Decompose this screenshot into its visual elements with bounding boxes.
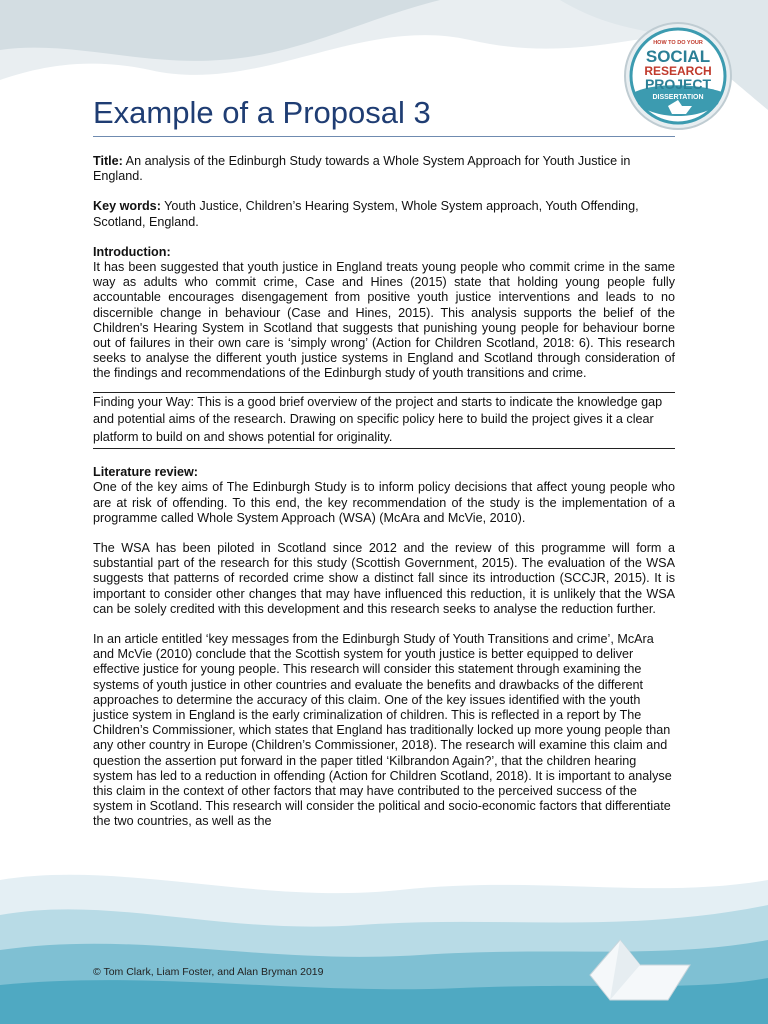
logo-line-1: HOW TO DO YOUR [653,40,703,46]
literature-heading: Literature review: [93,465,198,480]
title-divider [93,136,675,137]
title-text: An analysis of the Edinburgh Study towards a Whole System Approach for Youth Justice in England. [93,154,631,184]
title-paragraph [93,154,675,184]
literature-paragraph-2: The WSA has been piloted in Scotland since 2012 and the review of this programme will form a substantial part of the research for this study (Scottish Government, 2015). The evaluation of the WSA suggests that patterns of recorded crime show a distinct fall since its introduction (SCCJR, 2015). It is important to consider other changes that may have influenced this reduction, it is unlikely that the WSA can be solely credited with this development and this research seeks to analyse the reduction further. [93,540,675,616]
page-title: Example of a Proposal 3 [93,95,431,130]
logo-line-4: PROJECT [644,76,712,92]
keywords-paragraph [93,199,675,229]
keywords-label: Key words: [93,199,161,214]
copyright-footer: © Tom Clark, Liam Foster, and Alan Bryman 2019 [93,966,324,978]
proposal-body [93,154,675,845]
logo-line-5: DISSERTATION [652,94,704,101]
logo-line-3: RESEARCH [644,64,712,78]
title-label: Title: [93,154,123,168]
introduction-text: It has been suggested that youth justice in England treats young people who commit crime in the same way as adults who commit crime, Case and Hines (2015) state that holding young people fully accountable encourages disengagement from positive youth justice interventions and leads to no discernible change in behaviour (Case and Hines, 2015). This analysis supports the belief of the Children's Hearing System in Scotland that suggests that punishing young people for behaviour borne out of failures in their own care is ‘simply wrong’ (Action for Children Scotland, 2018: 6). This research seeks to analyse the different youth justice systems in England and Scotland through consideration of the findings and recommendations of the Edinburgh study of youth transitions and crime. [93,260,675,381]
literature-paragraph-3: In an article entitled ‘key messages from the Edinburgh Study of Youth Transitions and crime’, McAra and McVie (2010) conclude that the Scottish system for youth justice is better equipped to deliver effective justice for young people. This research will consider this statement through examining the systems of youth justice in other countries and evaluate the benefits and drawbacks of the different approaches to determine the accuracy of this claim. One of the key issues identified with the youth justice system in England is the early criminalization of children. This is reflected in a report by The Children’s Commissioner, which states that England has traditionally locked up more young people than any other country in Europe (Children’s Commissioner, 2018). The research will examine this claim and question the assertion put forward in the paper titled ‘Kilbrandon Again?’, that the children hearing system has led to a reduction in offending (Action for Children Scotland, 2018). It is important to analyse this claim in the context of other factors that may have contributed to the perceived success of the system in Scotland. This research will consider the political and socio-economic factors that differentiate the two countries, as well as the [93,631,672,829]
keywords-text: Youth Justice, Children’s Hearing System, Whole System approach, Youth Offending, Scotland, England. [93,199,639,229]
finding-your-way-box: Finding your Way: This is a good brief overview of the project and starts to indicate the knowledge gap and potential aims of the research. Drawing on specific policy here to build the project gives it a clear platform to build on and shows potential for originality. [93,392,675,450]
introduction-heading: Introduction: [93,244,171,259]
logo-line-2: SOCIAL [645,47,711,66]
literature-paragraph-1: One of the key aims of The Edinburgh Study is to inform policy decisions that affect young people who are at risk of offending. To this end, the key recommendation of the study is the implementation of a programme called Whole System Approach (WSA) (McAra and McVie, 2010). [93,480,675,525]
